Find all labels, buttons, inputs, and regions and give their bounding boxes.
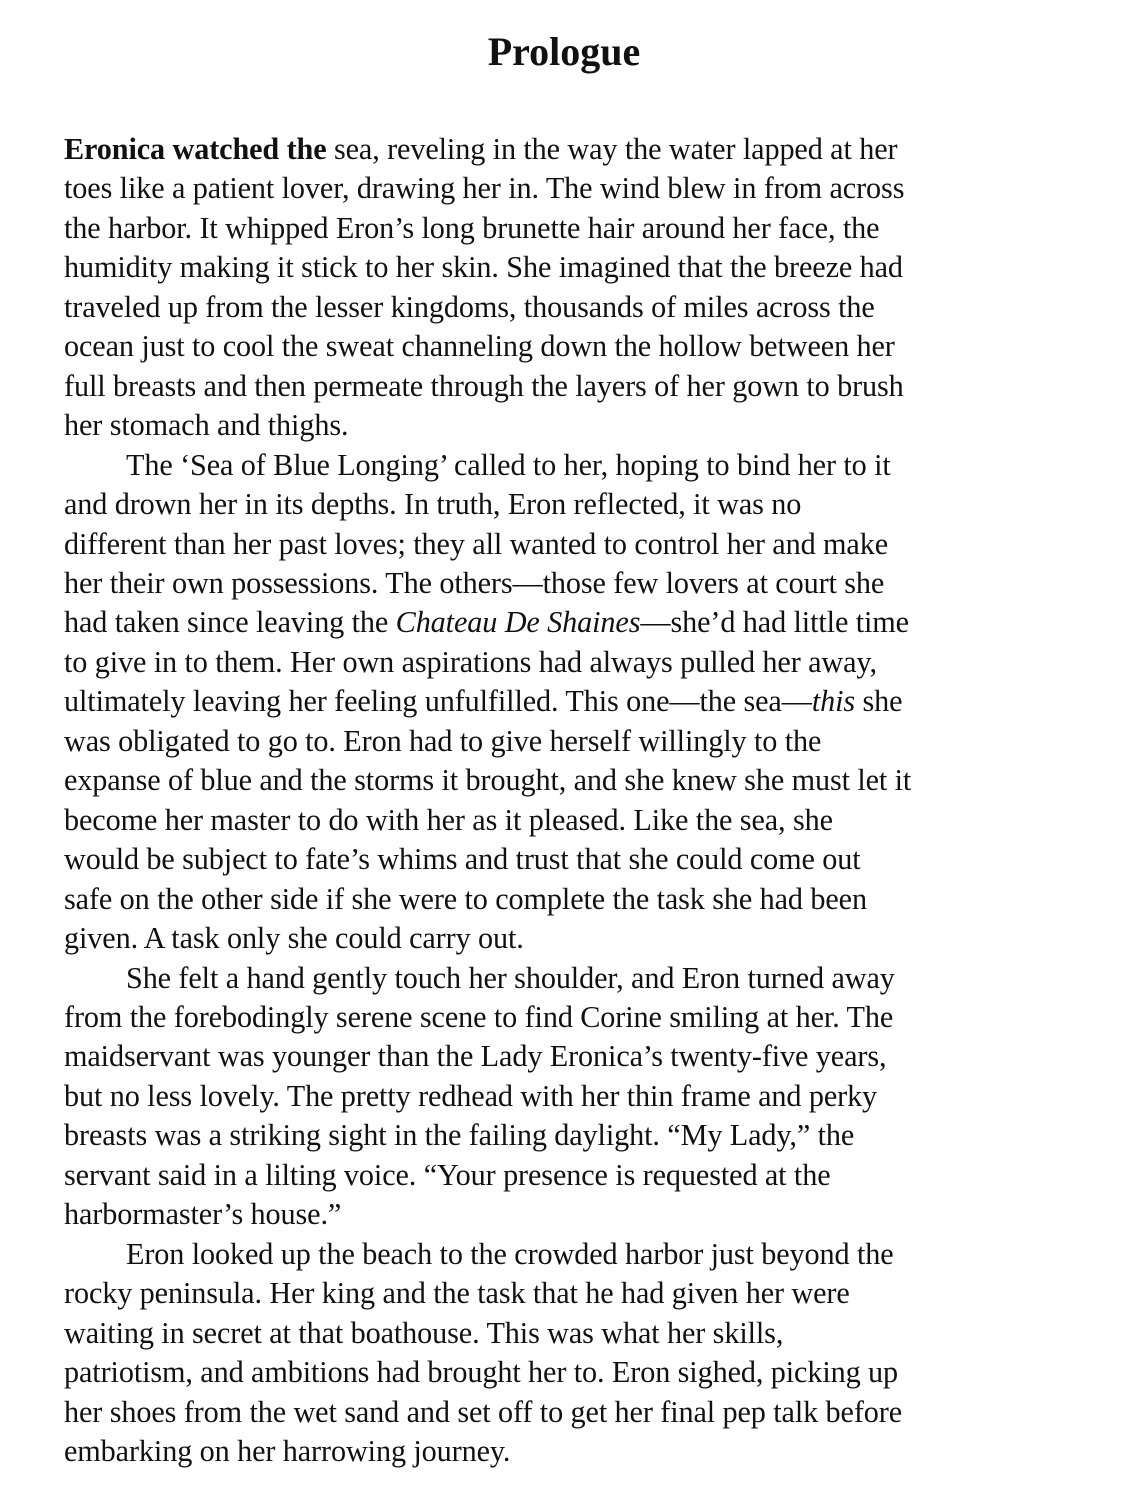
text-line: [64, 722, 1064, 761]
text-segment: but no less lovely. The pretty redhead with her thin frame and perky: [64, 1078, 878, 1113]
text-line: [64, 169, 1064, 208]
text-segment: her stomach and thighs.: [64, 408, 349, 443]
text-segment: different than her past loves; they all wanted to control her and make: [64, 526, 888, 561]
text-segment: full breasts and then permeate through the layers of her gown to brush: [64, 368, 904, 403]
bold-lead-in: Eronica watched the: [64, 132, 327, 166]
text-segment: from the forebodingly serene scene to find Corine smiling at her. The: [64, 999, 894, 1034]
text-segment: breasts was a striking sight in the failing daylight. “My Lady,” the: [64, 1118, 855, 1153]
text-line: [64, 1274, 1064, 1313]
text-line: [64, 880, 1064, 919]
text-segment: Eron looked up the beach to the crowded harbor just beyond the: [126, 1236, 894, 1271]
text-line: [64, 209, 1064, 248]
text-segment: given. A task only she could carry out.: [64, 921, 524, 956]
text-segment: expanse of blue and the storms it brought, and she knew she must let it: [64, 763, 912, 798]
text-line: [64, 603, 1064, 642]
text-line: [64, 1156, 1064, 1195]
text-line: [64, 1037, 1064, 1076]
document-page: [64, 26, 1064, 1471]
text-segment: her shoes from the wet sand and set off to get her final pep talk before: [64, 1394, 903, 1429]
text-line: [64, 130, 1064, 169]
text-line: [64, 564, 1064, 603]
text-line: [64, 1353, 1064, 1392]
text-line: [64, 682, 1064, 721]
italic-text: Chateau De Shaines: [395, 605, 641, 640]
text-segment: harbormaster’s house.”: [64, 1197, 342, 1232]
text-segment: had taken since leaving the: [64, 605, 396, 640]
text-line: [64, 446, 1064, 485]
text-segment: ocean just to cool the sweat channeling down the hollow between her: [64, 329, 895, 364]
text-line: [64, 1432, 1064, 1471]
text-line: [64, 485, 1064, 524]
text-segment: She felt a hand gently touch her shoulder, and Eron turned away: [126, 960, 895, 995]
text-line: [64, 327, 1064, 366]
text-line: [64, 1314, 1064, 1353]
text-segment: toes like a patient lover, drawing her in. The wind blew in from across: [64, 171, 905, 206]
text-segment: rocky peninsula. Her king and the task that he had given her were: [64, 1276, 850, 1311]
text-line: [64, 643, 1064, 682]
text-line: [64, 1116, 1064, 1155]
text-line: [64, 919, 1064, 958]
text-segment: would be subject to fate’s whims and trust that she could come out: [64, 842, 861, 877]
text-segment: waiting in secret at that boathouse. This was what her skills,: [64, 1315, 784, 1350]
prologue-text: [64, 130, 1064, 1471]
text-segment: safe on the other side if she were to complete the task she had been: [64, 881, 867, 916]
text-segment: to give in to them. Her own aspirations had always pulled her away,: [64, 644, 877, 679]
text-segment: patriotism, and ambitions had brought her to. Eron sighed, picking up: [64, 1355, 899, 1390]
text-line: [64, 525, 1064, 564]
text-line: [64, 288, 1064, 327]
text-segment: embarking on her harrowing journey.: [64, 1433, 511, 1468]
text-line: [64, 1195, 1064, 1234]
text-line: [64, 367, 1064, 406]
text-segment: maidservant was younger than the Lady Eronica’s twenty-five years,: [64, 1039, 887, 1074]
text-line: [64, 1235, 1064, 1274]
text-segment: her their own possessions. The others—those few lovers at court she: [64, 565, 885, 600]
text-line: [64, 248, 1064, 287]
text-segment: become her master to do with her as it pleased. Like the sea, she: [64, 802, 833, 837]
text-segment: ultimately leaving her feeling unfulfilled. This one—the sea—: [64, 684, 812, 719]
text-segment: humidity making it stick to her skin. She imagined that the breeze had: [64, 250, 903, 285]
text-segment: servant said in a lilting voice. “Your presence is requested at the: [64, 1157, 831, 1192]
italic-text: this: [811, 684, 856, 719]
text-segment: she: [855, 684, 903, 719]
text-segment: traveled up from the lesser kingdoms, thousands of miles across the: [64, 289, 875, 324]
text-line: [64, 761, 1064, 800]
text-segment: The ‘Sea of Blue Longing’ called to her, hoping to bind her to it: [126, 447, 891, 482]
text-segment: sea, reveling in the way the water lapped at her: [326, 132, 898, 166]
text-line: [64, 998, 1064, 1037]
text-segment: the harbor. It whipped Eron’s long brunette hair around her face, the: [64, 210, 880, 245]
page-title: Prologue: [487, 29, 641, 74]
text-line: [64, 406, 1064, 445]
text-line: [64, 801, 1064, 840]
text-line: [64, 1077, 1064, 1116]
text-segment: was obligated to go to. Eron had to give herself willingly to the: [64, 723, 822, 758]
text-line: [64, 840, 1064, 879]
text-line: [64, 959, 1064, 998]
text-segment: —she’d had little time: [640, 605, 909, 640]
text-line: [64, 1393, 1064, 1432]
text-segment: and drown her in its depths. In truth, Eron reflected, it was no: [64, 487, 802, 522]
